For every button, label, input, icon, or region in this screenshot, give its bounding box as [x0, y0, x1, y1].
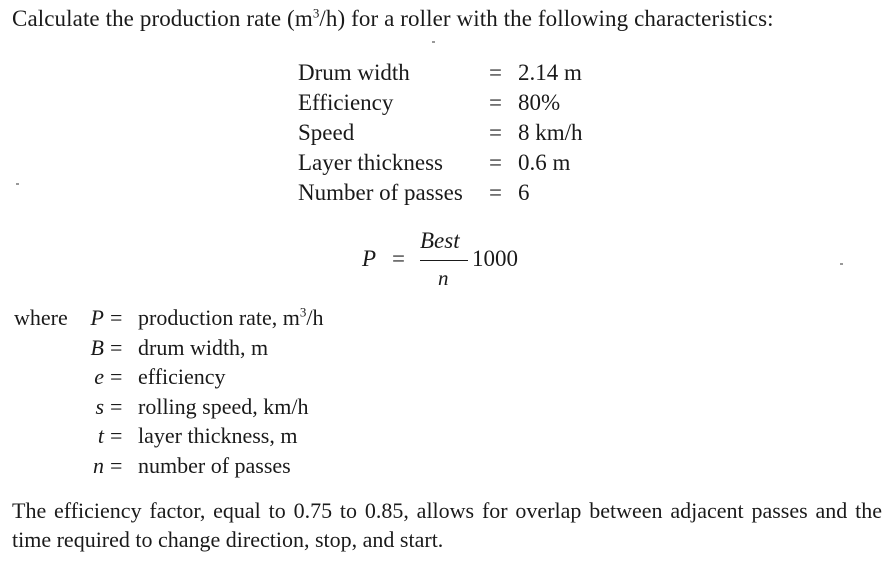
problem-statement	[12, 6, 774, 32]
spec-label: Drum width	[298, 60, 410, 85]
spec-value: 0.6 m	[518, 150, 571, 175]
spec-label: Efficiency	[298, 90, 394, 115]
formula-multiplier: 1000	[472, 246, 518, 271]
production-rate-formula	[362, 228, 562, 292]
equals-sign: =	[489, 60, 502, 85]
formula-equals: =	[392, 246, 405, 271]
description-text: production rate, m	[138, 305, 300, 330]
description-text-end: /h	[306, 305, 324, 330]
equals-sign: =	[110, 393, 123, 419]
equals-sign: =	[110, 423, 123, 448]
equals-sign: =	[110, 305, 123, 330]
variable-symbol: P	[90, 305, 104, 330]
formula-lhs: P	[362, 246, 377, 271]
equals-sign: =	[489, 180, 502, 205]
spec-label: Speed	[298, 120, 355, 145]
scan-speck	[840, 263, 843, 265]
where-label: where	[14, 305, 68, 330]
equals-sign: =	[110, 364, 123, 389]
scan-speck	[16, 183, 19, 185]
equals-sign: =	[110, 334, 123, 360]
variable-symbol: B	[90, 334, 104, 360]
formula-denominator: n	[438, 266, 449, 290]
spec-value: 8 km/h	[518, 120, 583, 145]
variable-description: layer thickness, m	[138, 423, 298, 448]
efficiency-paragraph: The efficiency factor, equal to 0.75 to 0.85, allows for overlap between adjacent passes and the time required to change direction, stop, and start.	[12, 498, 882, 552]
variable-description: rolling speed, km/h	[138, 393, 309, 419]
equals-sign: =	[489, 90, 502, 115]
variable-description: drum width, m	[138, 334, 269, 360]
spec-value: 80%	[518, 90, 561, 115]
superscript: 3	[312, 5, 320, 21]
variable-symbol: t	[97, 423, 104, 448]
problem-statement-text-end: /h) for a roller with the following characteristics:	[319, 6, 774, 31]
spec-label: Layer thickness	[298, 150, 443, 175]
variable-symbol: e	[94, 364, 104, 389]
equals-sign: =	[489, 150, 502, 175]
scan-speck	[432, 41, 435, 43]
variable-symbol: n	[93, 452, 104, 478]
problem-statement-text: Calculate the production rate (m	[12, 6, 313, 31]
spec-label: Number of passes	[298, 180, 463, 205]
variable-symbol: s	[95, 393, 104, 419]
spec-value: 2.14 m	[518, 60, 582, 85]
formula-numerator: Best	[420, 228, 460, 253]
variable-description: number of passes	[138, 452, 291, 478]
superscript: 3	[299, 304, 307, 320]
equals-sign: =	[110, 452, 123, 478]
spec-value: 6	[518, 180, 530, 205]
fraction-bar	[420, 260, 468, 261]
equals-sign: =	[489, 120, 502, 145]
variable-description	[138, 303, 324, 333]
variable-description: efficiency	[138, 364, 226, 389]
